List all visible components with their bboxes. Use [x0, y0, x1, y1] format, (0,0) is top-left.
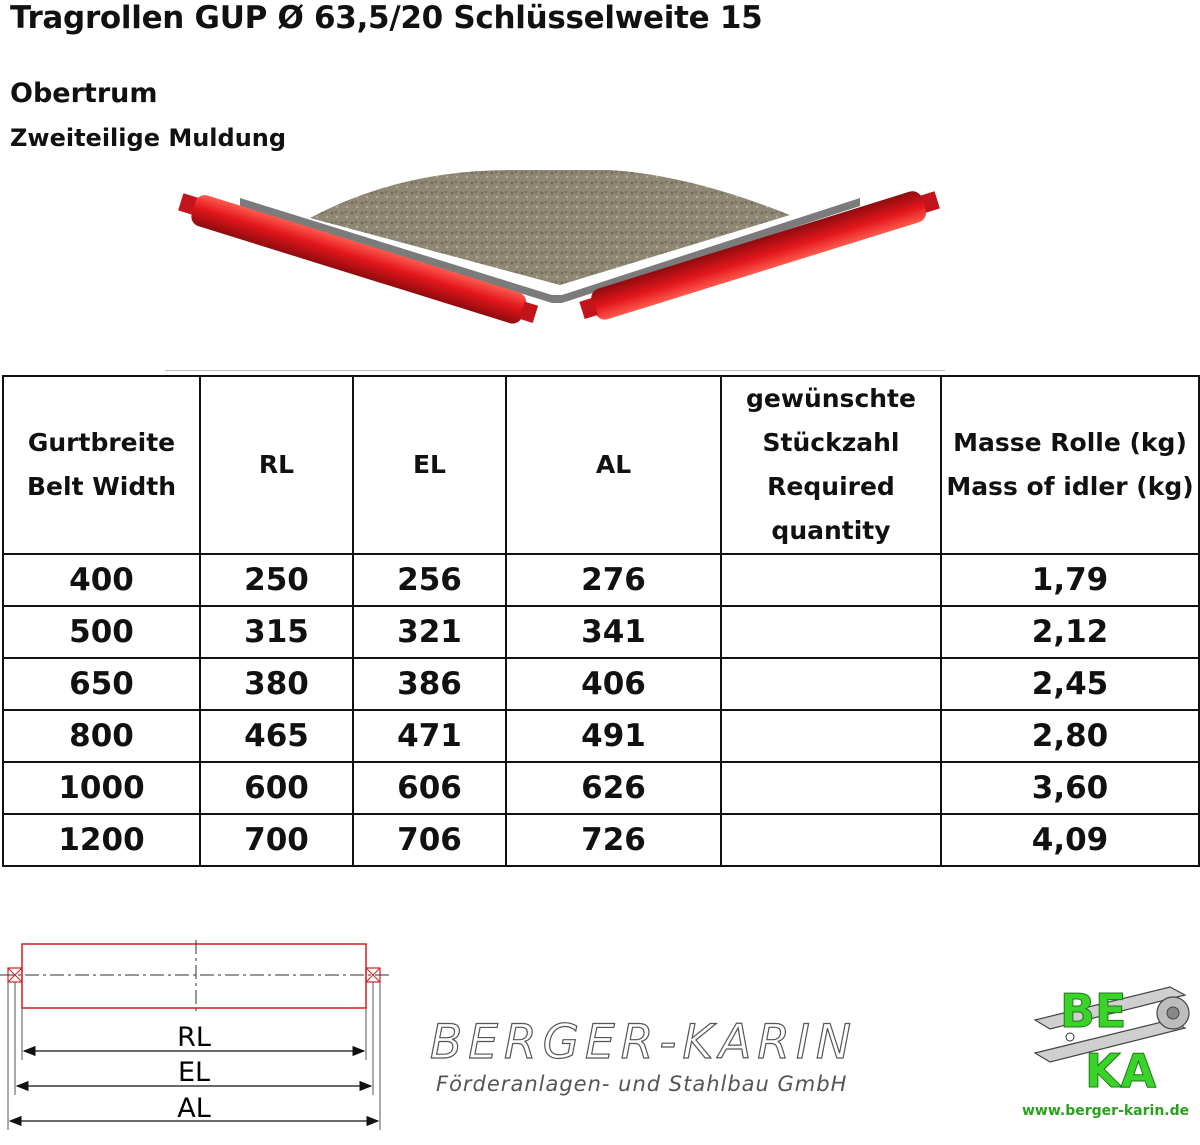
section-subtitle: Zweiteilige Muldung [10, 124, 287, 152]
el-cell: 706 [353, 814, 506, 866]
el-label: EL [177, 1057, 211, 1088]
mass-cell: 2,12 [941, 606, 1199, 658]
idler-spec-table [2, 375, 1200, 867]
logo-ka: KA [1085, 1044, 1157, 1098]
belt-width-cell: 1000 [3, 762, 200, 814]
header-el: EL [353, 376, 506, 554]
header-required-quantity: gewünschte Stückzahl Required quantity [721, 376, 941, 554]
table-row [3, 658, 1199, 710]
quantity-input-cell[interactable] [721, 658, 941, 710]
mass-cell: 4,09 [941, 814, 1199, 866]
al-cell: 491 [506, 710, 721, 762]
company-brand [430, 1015, 900, 1096]
header-belt-width: Gurtbreite Belt Width [3, 376, 200, 554]
page-title: Tragrollen GUP Ø 63,5/20 Schlüsselweite 15 [10, 0, 763, 36]
el-cell: 606 [353, 762, 506, 814]
belt-width-cell: 500 [3, 606, 200, 658]
section-title: Obertrum [10, 78, 158, 109]
roller-outline [0, 940, 390, 1013]
header-mass: Masse Rolle (kg) Mass of idler (kg) [941, 376, 1199, 554]
logo-be: BE [1060, 984, 1127, 1038]
mass-cell: 2,80 [941, 710, 1199, 762]
quantity-input-cell[interactable] [721, 762, 941, 814]
table-header-row [3, 376, 1199, 554]
rl-cell: 465 [200, 710, 353, 762]
header-rl: RL [200, 376, 353, 554]
al-cell: 341 [506, 606, 721, 658]
table-row [3, 710, 1199, 762]
table-row [3, 606, 1199, 658]
rl-cell: 250 [200, 554, 353, 606]
rl-label: RL [177, 1022, 211, 1053]
belt-width-cell: 800 [3, 710, 200, 762]
table-row [3, 814, 1199, 866]
el-cell: 471 [353, 710, 506, 762]
quantity-input-cell[interactable] [721, 710, 941, 762]
company-tagline: Förderanlagen- und Stahlbau GmbH [436, 1072, 848, 1096]
company-name: BERGER-KARIN [430, 1015, 857, 1070]
al-cell: 726 [506, 814, 721, 866]
quantity-input-cell[interactable] [721, 814, 941, 866]
divider [165, 370, 945, 371]
rl-cell: 600 [200, 762, 353, 814]
table-row [3, 554, 1199, 606]
quantity-input-cell[interactable] [721, 606, 941, 658]
rl-cell: 380 [200, 658, 353, 710]
al-cell: 276 [506, 554, 721, 606]
mass-cell: 3,60 [941, 762, 1199, 814]
al-label: AL [177, 1093, 211, 1124]
table-row [3, 762, 1199, 814]
company-url-link[interactable]: www.berger-karin.de [1022, 1103, 1190, 1119]
rl-cell: 315 [200, 606, 353, 658]
el-cell: 256 [353, 554, 506, 606]
belt-width-cell: 400 [3, 554, 200, 606]
mass-cell: 1,79 [941, 554, 1199, 606]
header-al: AL [506, 376, 721, 554]
beka-logo [1025, 975, 1195, 1100]
el-cell: 386 [353, 658, 506, 710]
mass-cell: 2,45 [941, 658, 1199, 710]
rl-cell: 700 [200, 814, 353, 866]
al-cell: 626 [506, 762, 721, 814]
idler-illustration [170, 160, 950, 360]
belt-width-cell: 1200 [3, 814, 200, 866]
al-cell: 406 [506, 658, 721, 710]
quantity-input-cell[interactable] [721, 554, 941, 606]
el-cell: 321 [353, 606, 506, 658]
belt-width-cell: 650 [3, 658, 200, 710]
dimension-drawing [0, 935, 390, 1145]
